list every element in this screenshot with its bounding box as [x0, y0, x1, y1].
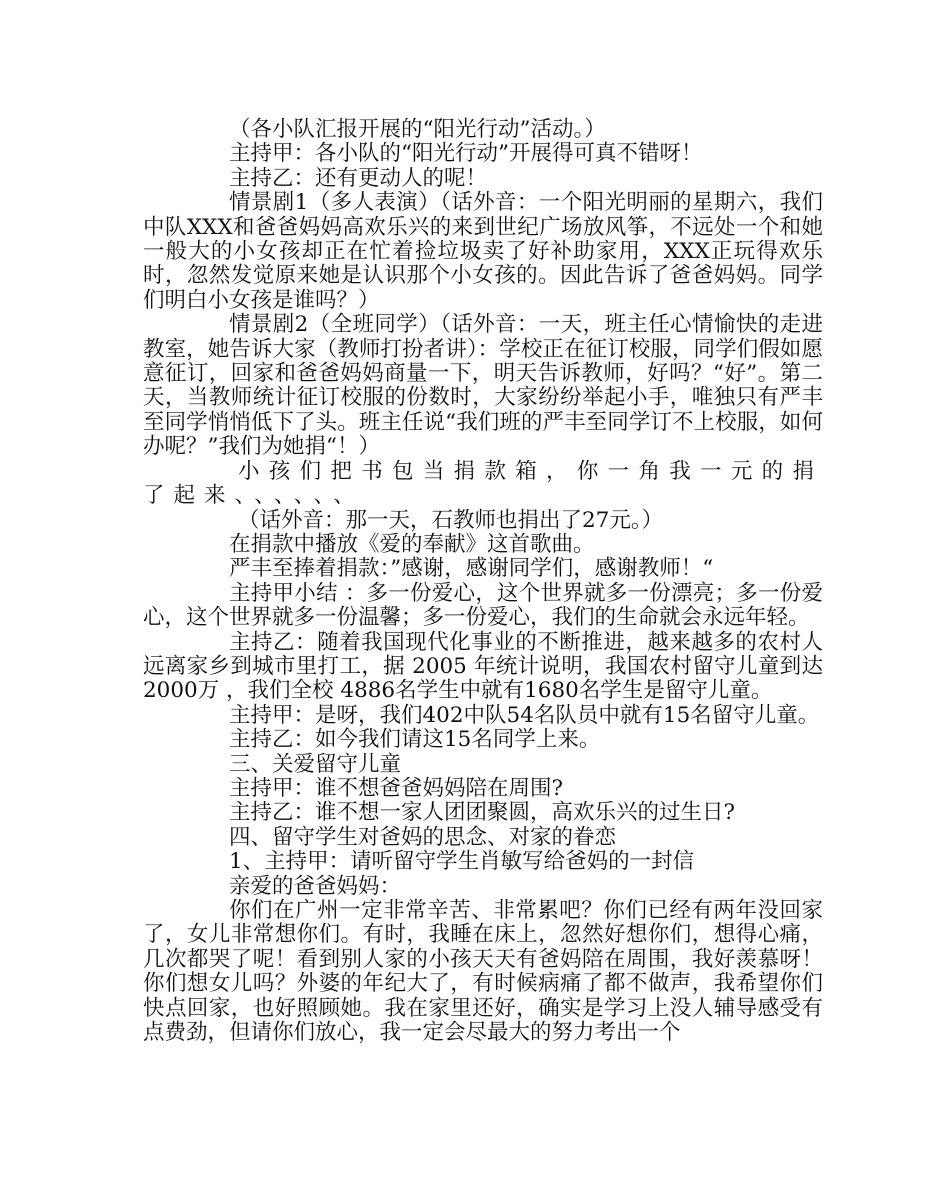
section-heading-4: 四、留守学生对爸妈的思念、对家的眷恋 — [229, 824, 617, 850]
paragraph-host-a-line-3: 主持甲：谁不想爸爸妈妈陪在周围? — [229, 775, 564, 801]
paragraph-host-a-line-2: 主持甲：是呀，我们402中队54名队员中就有15名留守儿童。 — [229, 702, 820, 728]
paragraph-host-b-statistics: 主持乙：随着我国现代化事业的不断推进，越来越多的农村人远离家乡到城市里打工，据 2005 年统计说明，我国农村留守儿童到达 2000万 ，我们全校 4886名学生中就有1680名学生是留守儿童。 — [143, 629, 823, 704]
paragraph-sunshine-report: （各小队汇报开展的“阳光行动”活动。） — [229, 117, 606, 142]
paragraph-donation-box: 小孩们把书包当捐款箱，你一角我一元的捐了起来、、、、、、 — [143, 458, 823, 509]
letter-body: 你们在广州一定非常辛苦、非常累吧？你们已经有两年没回家了，女儿非常想你们。有时，我睡在床上，忽然好想你们，想得心痛，几次都哭了呢！看到别人家的小孩天天有爸妈陪在周围，我好羡慕呀！你们想女儿吗？外婆的年纪大了，有时候病痛了都不做声，我希望你们快点回家，也好照顾她。我在家里还好，确实是学习上没人辅导感受有点费劲，但请你们放心，我一定会尽最大的努力考出一个 — [143, 898, 823, 1046]
paragraph-host-b-line-2: 主持乙：如今我们请这15名同学上来。 — [229, 727, 601, 753]
paragraph-host-a-line-1: 主持甲：各小队的“阳光行动”开展得可真不错呀！ — [229, 141, 703, 167]
paragraph-song: 在捐款中播放《爱的奉献》这首歌曲。 — [229, 531, 595, 557]
paragraph-letter-intro: 1、主持甲：请听留守学生肖敏写给爸妈的一封信 — [229, 849, 695, 875]
paragraph-host-b-line-1: 主持乙：还有更动人的呢！ — [229, 165, 488, 191]
paragraph-skit-1: 情景剧1（多人表演）（话外音：一个阳光明丽的星期六，我们中队XXX和爸爸妈妈高欢乐兴的来到世纪广场放风筝，不远处一个和她一般大的小女孩却正在忙着捡垃圾卖了好补助家用，XXX正玩得欢乐时，忽然发觉原来她是认识那个小女孩的。因此告诉了爸爸妈妈。同学们明白小女孩是谁吗？） — [143, 190, 823, 313]
paragraph-skit-2: 情景剧2（全班同学）（话外音：一天，班主任心情愉快的走进教室，她告诉大家（教师打扮者讲）：学校正在征订校服，同学们假如愿意征订，回家和爸爸妈妈商量一下，明天告诉教师，好吗？“好”。第二天，当教师统计征订校服的份数时，大家纷纷举起小手，唯独只有严丰至同学悄悄低下了头。班主任说“我们班的严丰至同学订不上校服，如何办呢？”我们为她捐“！） — [143, 312, 823, 460]
section-heading-3: 三、关爱留守儿童 — [229, 751, 402, 777]
paragraph-host-a-summary: 主持甲小结 ：多一份爱心，这个世界就多一份漂亮；多一份爱心，这个世界就多一份温馨；多一份爱心，我们的生命就会永远年轻。 — [143, 580, 823, 631]
paragraph-teacher-donation: （话外音：那一天，石教师也捐出了27元。） — [238, 507, 664, 533]
paragraph-host-b-line-3: 主持乙：谁不想一家人团团聚圆，高欢乐兴的过生日? — [229, 800, 736, 826]
document-page — [143, 118, 823, 1045]
letter-salutation: 亲爱的爸爸妈妈： — [229, 873, 402, 899]
paragraph-thanks: 严丰至捧着捐款：”感谢，感谢同学们，感谢教师！“ — [229, 556, 714, 582]
